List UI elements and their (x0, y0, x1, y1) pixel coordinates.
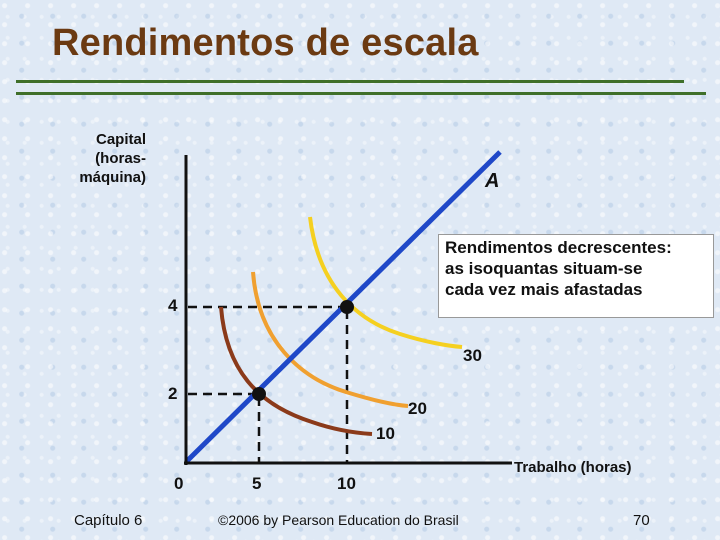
x-tick-5: 5 (252, 474, 262, 493)
x-tick-10: 10 (337, 474, 356, 493)
x-axis-label: Trabalho (horas) (514, 459, 632, 476)
x-tick-0: 0 (174, 474, 184, 493)
point-l5-k2 (252, 387, 266, 401)
point-l10-k4 (340, 300, 354, 314)
isoquant-label-10: 10 (376, 424, 395, 443)
isoquant-label-30: 30 (463, 346, 482, 365)
isoquant-20 (253, 272, 408, 406)
isoquant-label-20: 20 (408, 399, 427, 418)
y-tick-4: 4 (168, 296, 178, 315)
ray-label: A (485, 170, 500, 192)
y-axis-label: Capital (horas- máquina) (79, 131, 146, 186)
footer-chapter: Capítulo 6 (74, 512, 143, 529)
y-tick-2: 2 (168, 384, 178, 403)
slide-title: Rendimentos de escala (52, 22, 479, 64)
page-number: 70 (633, 512, 650, 529)
footer-copyright: ©2006 by Pearson Education do Brasil (218, 512, 459, 528)
diminishing-returns-note: Rendimentos decrescentes: as isoquantas situam-se cada vez mais afastadas (438, 234, 714, 318)
isoquant-10 (221, 307, 372, 434)
